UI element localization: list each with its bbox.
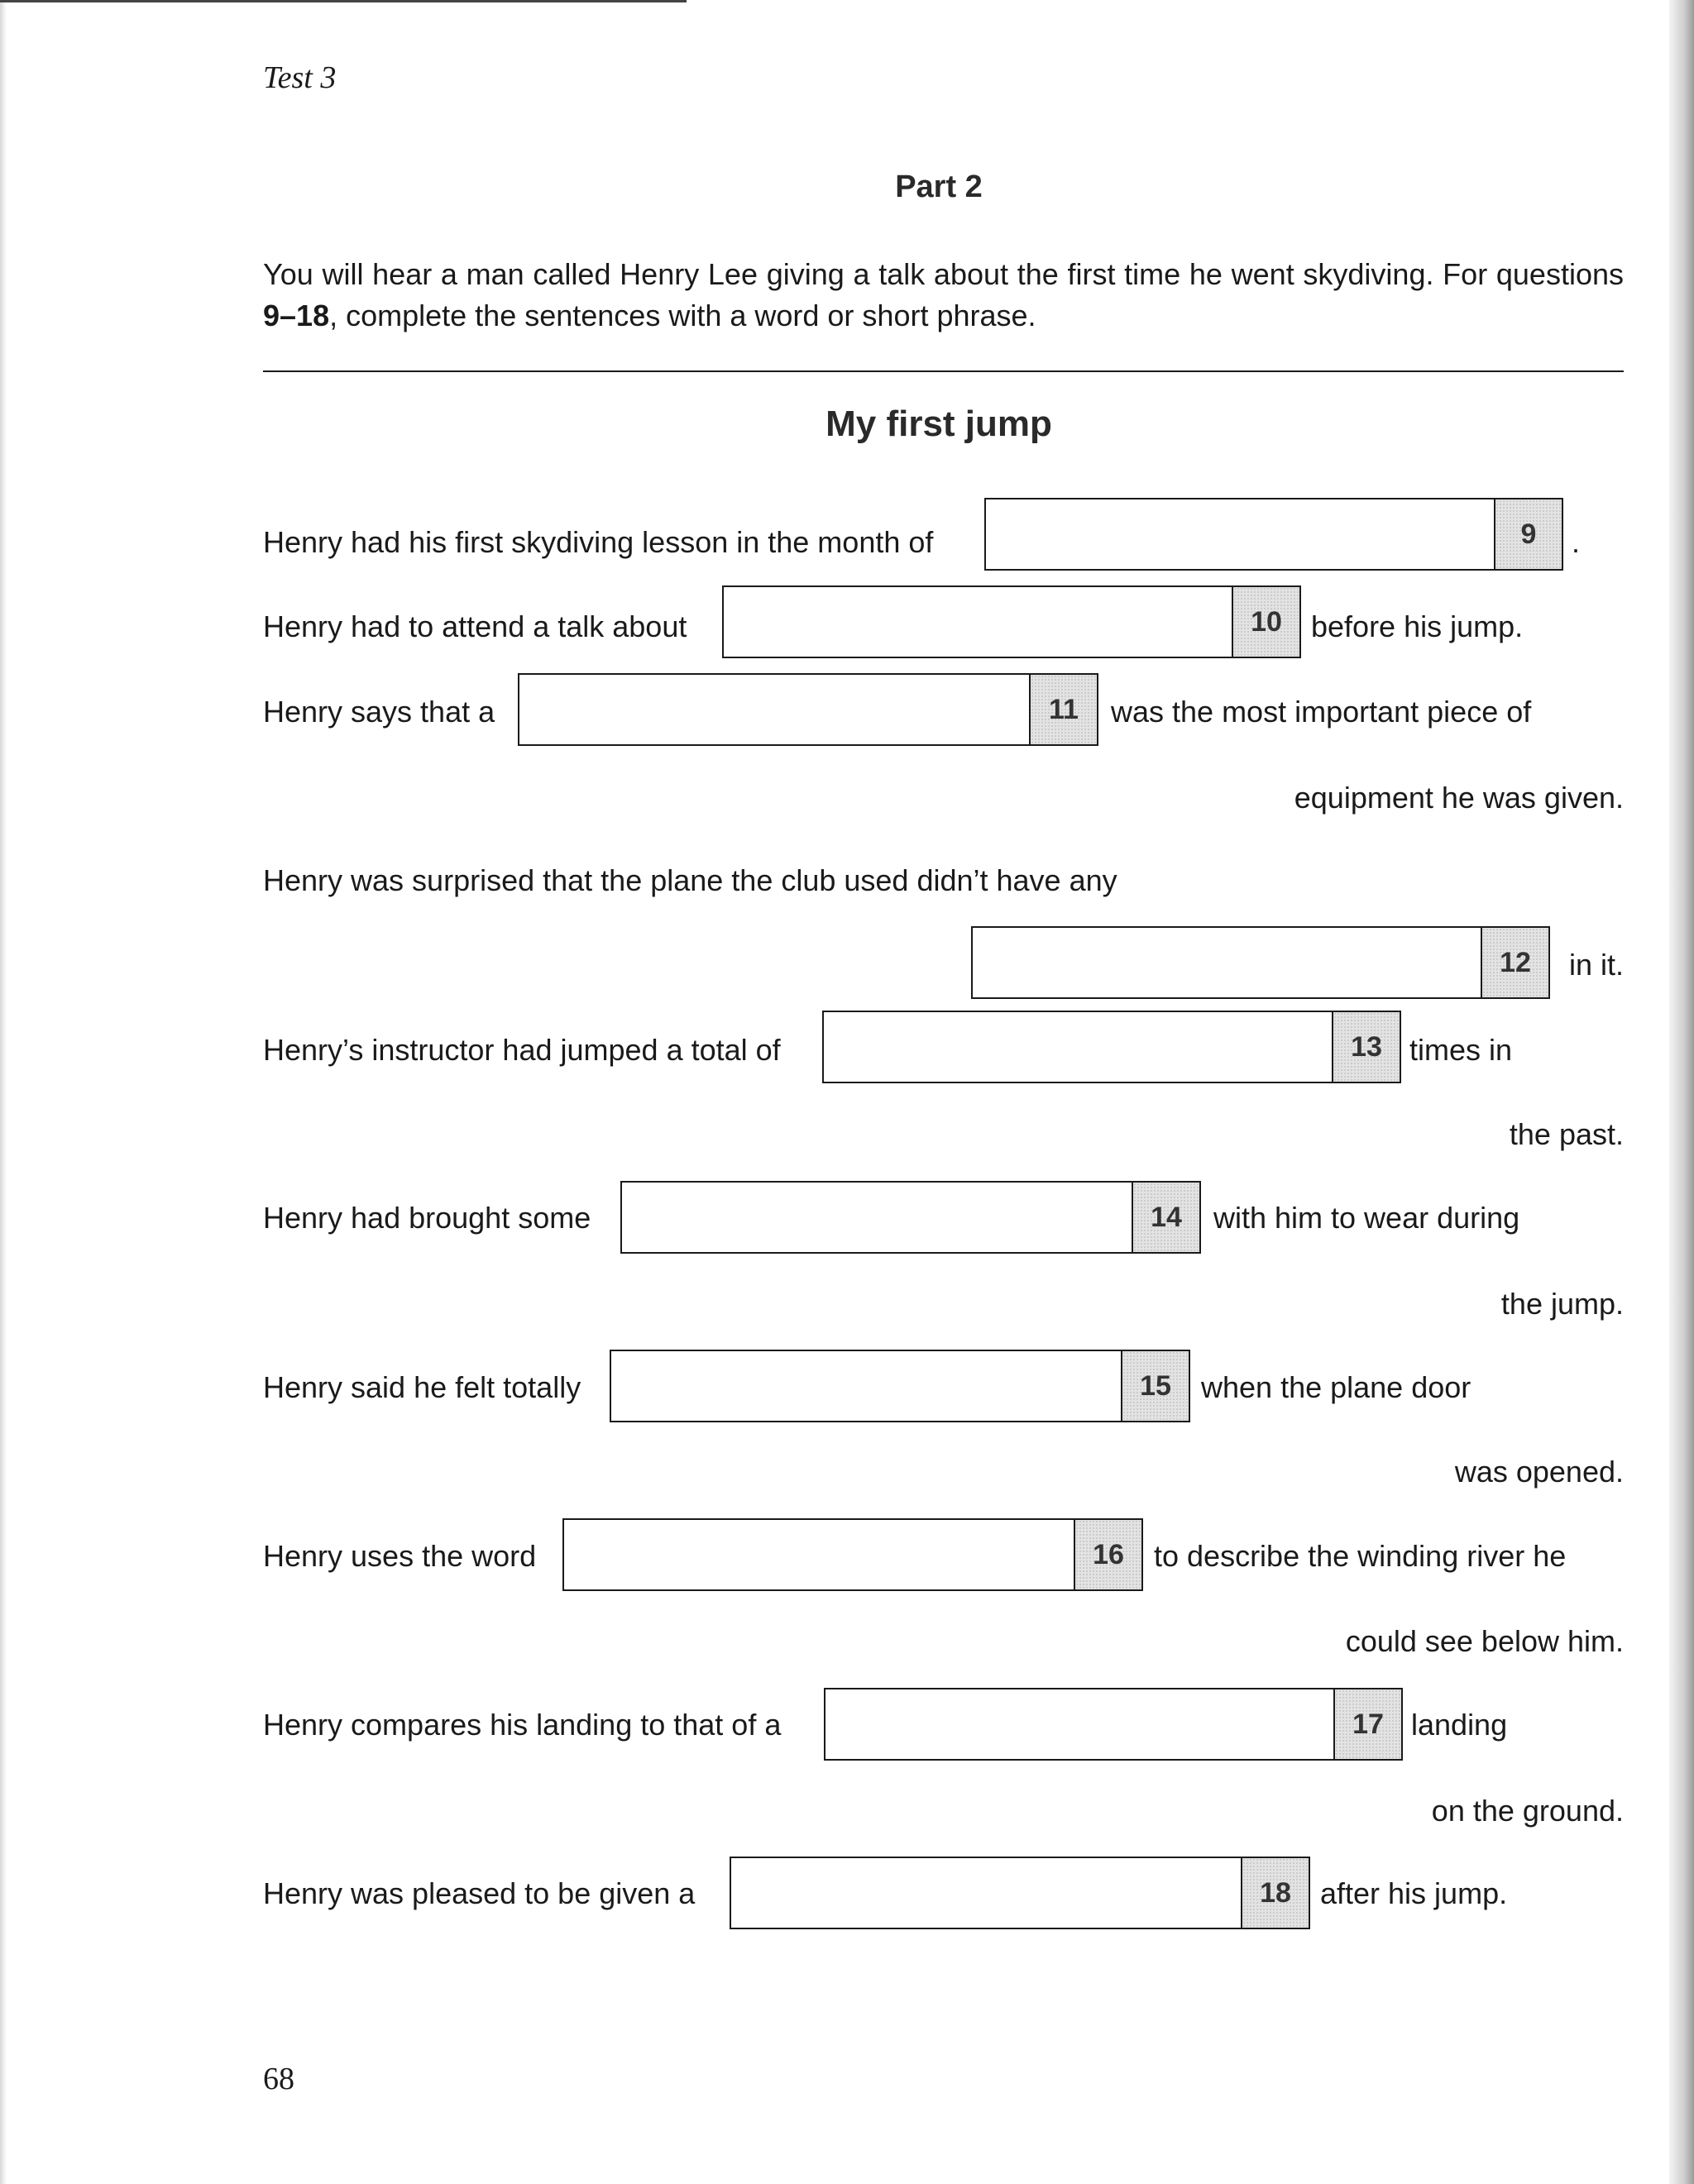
scan-edge-left xyxy=(0,0,7,2184)
item-13-prompt: Henry’s instructor had jumped a total of xyxy=(263,1033,781,1067)
item-15-after: when the plane door xyxy=(1201,1370,1471,1404)
item-12-after: in it. xyxy=(1568,948,1624,982)
item-12-prompt: Henry was surprised that the plane the club used didn’t have any xyxy=(263,863,1117,897)
answer-box-9[interactable] xyxy=(984,498,1563,571)
instructions-text-1: You will hear a man called Henry Lee giving a talk about the first time he went skydiving. For questions xyxy=(263,257,1624,291)
item-14-prompt: Henry had brought some xyxy=(263,1201,591,1235)
instructions-text-2: , complete the sentences with a word or short phrase. xyxy=(329,299,1036,332)
item-17-prompt: Henry compares his landing to that of a xyxy=(263,1708,782,1742)
item-17-continuation: on the ground. xyxy=(1431,1794,1624,1828)
answer-box-16[interactable] xyxy=(562,1518,1143,1591)
answer-box-13[interactable] xyxy=(822,1011,1401,1083)
item-10-after: before his jump. xyxy=(1311,609,1524,643)
answer-box-10[interactable] xyxy=(722,585,1301,658)
part-title: Part 2 xyxy=(895,170,983,204)
instructions-question-range: 9–18 xyxy=(263,299,330,332)
instructions xyxy=(263,254,1624,337)
item-15-continuation: was opened. xyxy=(1454,1455,1624,1489)
item-15-prompt: Henry said he felt totally xyxy=(263,1370,581,1404)
answer-box-18[interactable] xyxy=(730,1857,1310,1929)
scan-edge-top xyxy=(0,0,687,2)
item-18-after: after his jump. xyxy=(1320,1876,1508,1910)
item-16-prompt: Henry uses the word xyxy=(263,1539,537,1573)
question-number-12: 12 xyxy=(1481,928,1548,997)
item-14-after: with him to wear during xyxy=(1213,1201,1520,1235)
item-9-after: . xyxy=(1572,525,1581,559)
running-head: Test 3 xyxy=(263,60,337,95)
item-18-prompt: Henry was pleased to be given a xyxy=(263,1876,696,1910)
answer-box-11[interactable] xyxy=(518,673,1098,746)
item-11-after: was the most important piece of xyxy=(1111,695,1532,729)
item-9-prompt: Henry had his first skydiving lesson in the month of xyxy=(263,525,934,559)
question-number-16: 16 xyxy=(1074,1520,1141,1589)
item-10-prompt: Henry had to attend a talk about xyxy=(263,609,687,643)
item-17-after: landing xyxy=(1411,1708,1508,1742)
answer-box-17[interactable] xyxy=(824,1688,1403,1761)
page-number: 68 xyxy=(263,2062,294,2096)
question-number-17: 17 xyxy=(1333,1689,1401,1759)
item-13-continuation: the past. xyxy=(1509,1117,1624,1151)
book-gutter-edge xyxy=(1669,0,1694,2184)
item-16-continuation: could see below him. xyxy=(1345,1624,1624,1658)
item-11-prompt: Henry says that a xyxy=(263,695,495,729)
item-16-after: to describe the winding river he xyxy=(1154,1539,1567,1573)
question-number-9: 9 xyxy=(1494,499,1562,569)
question-number-18: 18 xyxy=(1241,1858,1309,1928)
answer-box-12[interactable] xyxy=(971,926,1550,999)
task-title: My first jump xyxy=(825,404,1052,444)
question-number-10: 10 xyxy=(1232,587,1299,657)
answer-box-15[interactable] xyxy=(610,1350,1190,1422)
question-number-11: 11 xyxy=(1029,675,1097,744)
question-number-14: 14 xyxy=(1132,1183,1199,1252)
item-11-continuation: equipment he was given. xyxy=(1294,781,1624,815)
question-number-15: 15 xyxy=(1121,1351,1189,1421)
item-14-continuation: the jump. xyxy=(1500,1287,1624,1321)
item-13-after: times in xyxy=(1409,1033,1513,1067)
divider-rule xyxy=(263,370,1624,372)
answer-box-14[interactable] xyxy=(620,1181,1201,1254)
question-number-13: 13 xyxy=(1332,1012,1400,1082)
